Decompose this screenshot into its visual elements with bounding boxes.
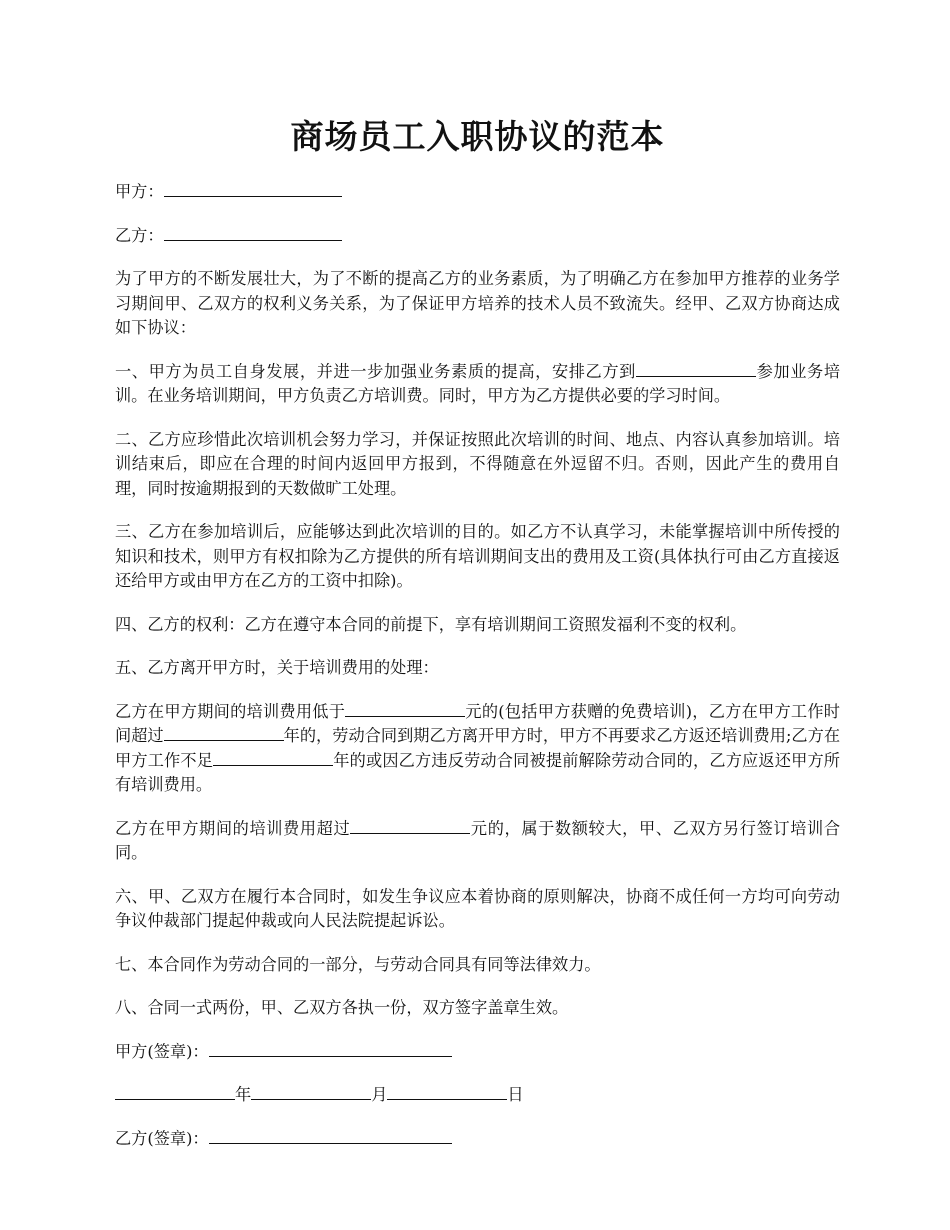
clause-5-2-text-a: 乙方在甲方期间的培训费用超过 bbox=[115, 818, 351, 838]
party-b-blank bbox=[164, 224, 342, 241]
party-a-blank bbox=[164, 180, 342, 197]
clause-5-1-text-d: 年的或因乙方违反劳动合同被提前解除劳动合同的，乙方应返还甲方所有培训费用。 bbox=[115, 750, 840, 794]
signature-a-label: 甲方(签章)： bbox=[115, 1041, 209, 1061]
clause-7: 七、本合同作为劳动合同的一部分，与劳动合同具有同等法律效力。 bbox=[115, 954, 601, 974]
clause-1-text-b: 参加业务培训。在业务培训期间，甲方负责乙方培训费。同时，甲方为乙方提供必要的学习时间。 bbox=[115, 361, 841, 405]
date-line bbox=[115, 1083, 840, 1108]
training-location-blank bbox=[636, 360, 756, 377]
party-b-line bbox=[115, 224, 840, 249]
clause-1-text-a: 一、甲方为员工自身发展，并进一步加强业务素质的提高，安排乙方到 bbox=[115, 361, 636, 381]
signature-b-line bbox=[115, 1127, 840, 1152]
month-blank bbox=[251, 1083, 371, 1100]
clause-5-1-text-a: 乙方在甲方期间的培训费用低于 bbox=[115, 701, 346, 721]
clause-6: 六、甲、乙双方在履行本合同时，如发生争议应本着协商的原则解决，协商不成任何一方均可向劳动争议仲裁部门提起仲裁或向人民法院提起诉讼。 bbox=[115, 886, 840, 930]
party-b-label: 乙方： bbox=[115, 225, 164, 245]
year-blank bbox=[115, 1083, 235, 1100]
signature-b-label: 乙方(签章)： bbox=[115, 1128, 209, 1148]
signature-a-blank bbox=[209, 1040, 452, 1057]
fee-limit-blank bbox=[345, 700, 465, 717]
month-label: 月 bbox=[371, 1085, 388, 1104]
clause-2: 二、乙方应珍惜此次培训机会努力学习，并保证按照此次培训的时间、地点、内容认真参加培训。培训结束后，即应在合理的时间内返回甲方报到，不得随意在外逗留不归。否则，因此产生的费用自理，同时按逾期报到的天数做旷工处理。 bbox=[115, 429, 840, 498]
signature-b-blank bbox=[209, 1127, 452, 1144]
year-label: 年 bbox=[235, 1085, 252, 1104]
clause-5-1-text-b: 元的(包括甲方获赠的免费培训)，乙方在甲方工作时间超过 bbox=[115, 701, 840, 745]
party-a-line bbox=[115, 180, 840, 205]
day-label: 日 bbox=[507, 1085, 524, 1104]
clause-4: 四、乙方的权利：乙方在遵守本合同的前提下，享有培训期间工资照发福利不变的权利。 bbox=[115, 614, 747, 634]
work-years-blank bbox=[164, 724, 284, 741]
intro-paragraph: 为了甲方的不断发展壮大，为了不断的提高乙方的业务素质，为了明确乙方在参加甲方推荐的业务学习期间甲、乙双方的权利义务关系，为了保证甲方培养的技术人员不致流失。经甲、乙双方协商达成如下协议： bbox=[115, 269, 840, 337]
clause-5-2-text-b: 元的，属于数额较大，甲、乙双方另行签订培训合同。 bbox=[115, 818, 841, 862]
clause-3: 三、乙方在参加培训后，应能够达到此次培训的目的。如乙方不认真学习，未能掌握培训中所传授的知识和技术，则甲方有权扣除为乙方提供的所有培训期间支出的费用及工资(具体执行可由乙方直接返还给甲方或由甲方在乙方的工资中扣除)。 bbox=[115, 522, 840, 590]
clause-5-paragraph-2 bbox=[115, 817, 840, 866]
clause-5-paragraph-1 bbox=[115, 700, 840, 798]
signature-a-line bbox=[115, 1040, 840, 1065]
clause-5: 五、乙方离开甲方时，关于培训费用的处理： bbox=[115, 658, 439, 677]
clause-5-1-text-c: 年的，劳动合同到期乙方离开甲方时，甲方不再要求乙方返还培训费用;乙方在甲方工作不足 bbox=[115, 726, 841, 770]
clause-8: 八、合同一式两份，甲、乙双方各执一份，双方签字盖章生效。 bbox=[115, 998, 569, 1017]
clause-1 bbox=[115, 360, 840, 409]
document-title: 商场员工入职协议的范本 bbox=[290, 117, 665, 156]
min-years-blank bbox=[213, 749, 333, 766]
day-blank bbox=[387, 1083, 507, 1100]
party-a-label: 甲方： bbox=[115, 182, 164, 201]
fee-exceed-blank bbox=[350, 817, 470, 834]
